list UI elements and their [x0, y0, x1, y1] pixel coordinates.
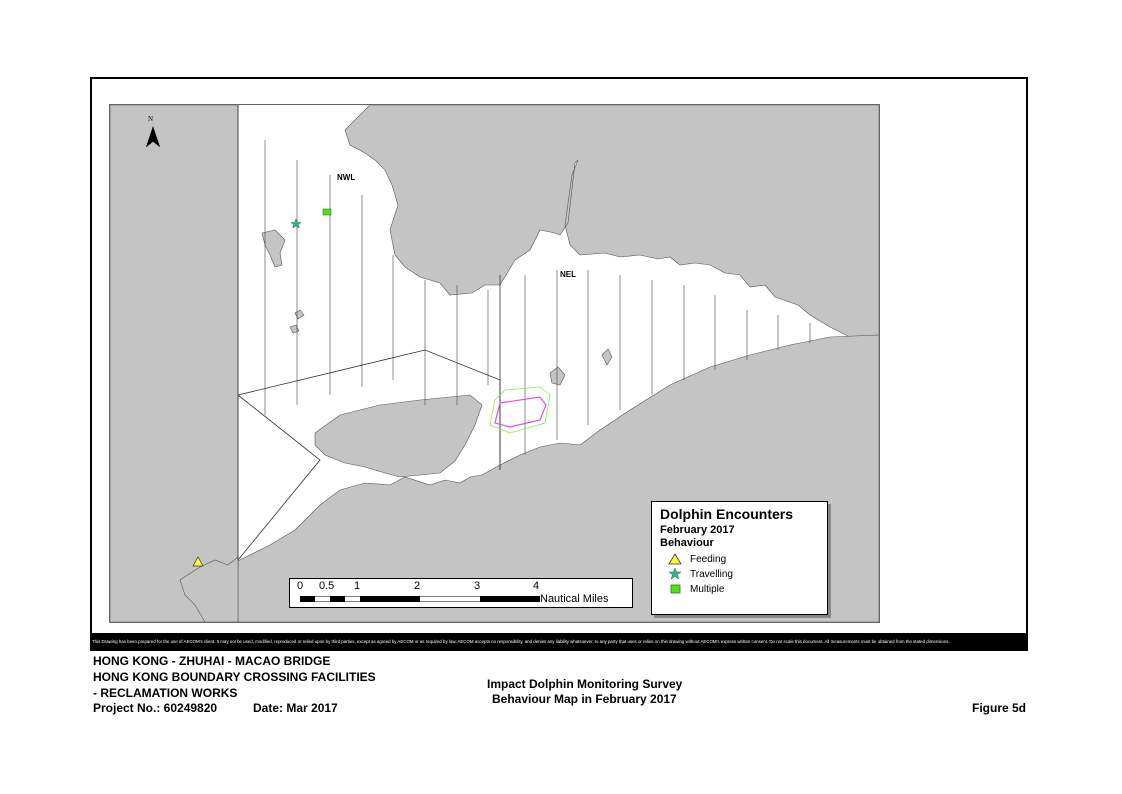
- north-arrow-icon: [141, 126, 165, 156]
- title-line-1: HONG KONG - ZHUHAI - MACAO BRIDGE: [93, 654, 331, 668]
- track-green: [490, 387, 550, 433]
- nwl-boundary: [238, 105, 320, 560]
- marker-travelling[interactable]: [291, 219, 301, 228]
- area-label-nwl: NWL: [337, 173, 356, 182]
- scale-units: Nautical Miles: [540, 593, 609, 605]
- survey-title-2: Behaviour Map in February 2017: [492, 692, 677, 706]
- scale-tick: 1: [354, 580, 361, 592]
- marker-multiple[interactable]: [323, 209, 331, 215]
- figure-number: Figure 5d: [972, 701, 1027, 715]
- land-island-main: [315, 395, 482, 477]
- scale-tick: 2: [414, 580, 421, 592]
- survey-title-1: Impact Dolphin Monitoring Survey: [487, 677, 683, 691]
- square-icon: [668, 583, 682, 595]
- land-islet-4: [295, 310, 304, 319]
- legend-item-feeding: Feeding: [668, 553, 726, 567]
- drawing-date: Date: Mar 2017: [253, 701, 338, 715]
- land-west: [110, 105, 238, 622]
- area-label-nel: NEL: [560, 270, 576, 279]
- land-islet-1: [262, 230, 285, 267]
- track-pink: [495, 397, 546, 427]
- legend-subtitle: February 2017: [660, 524, 735, 536]
- scale-tick: 3: [474, 580, 481, 592]
- scale-tick: 4: [533, 580, 540, 592]
- title-line-2: HONG KONG BOUNDARY CROSSING FACILITIES: [93, 670, 376, 684]
- land-islet-5: [290, 325, 299, 333]
- legend-item-travelling: Travelling: [668, 568, 733, 582]
- legend-item-multiple: Multiple: [668, 583, 724, 597]
- scale-tick: 0: [297, 580, 304, 592]
- star-icon: [668, 568, 682, 580]
- project-number: Project No.: 60249820: [93, 701, 218, 715]
- triangle-icon: [668, 553, 682, 565]
- legend-title: Dolphin Encounters: [660, 506, 793, 522]
- legend-heading: Behaviour: [660, 537, 714, 549]
- disclaimer-bar: This Drawing has been prepared for the use of AECOM's client. It may not be used, modified, reproduced or relied upon by third parties, except as agreed by AECOM or as required by law. AECOM accepts no responsibility, and denies any liability whatsoever, to any party that uses or relies on this drawing without AECOM's express written consent. Do not scale this document. All measurements must be obtained from the stated dimensions.: [90, 633, 1028, 651]
- legend-box: [651, 501, 828, 615]
- title-line-3: - RECLAMATION WORKS: [93, 686, 238, 700]
- north-label: N: [148, 115, 154, 123]
- land-islet-2: [550, 367, 565, 385]
- land-islet-3: [602, 349, 612, 365]
- scale-tick: 0.5: [319, 580, 335, 592]
- scale-bar: [289, 578, 633, 608]
- scale-bar-graphic: [300, 596, 540, 602]
